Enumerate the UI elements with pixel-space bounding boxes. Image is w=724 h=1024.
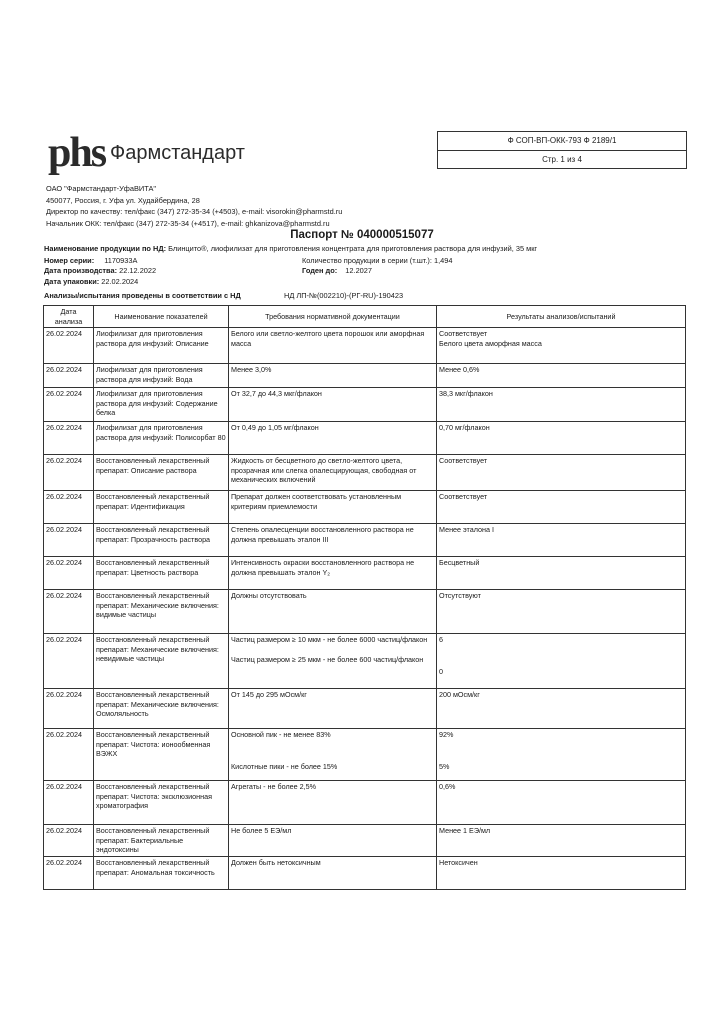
company-logo xyxy=(48,131,248,175)
production-date-line xyxy=(44,266,156,276)
cell-indicator: Лиофилизат для приготовления раствора для инфузий: Вода xyxy=(94,364,229,388)
cell-indicator: Восстановленный лекарственный препарат: Идентификация xyxy=(94,491,229,524)
form-code: Ф СОП-ВП-ОКК-793 Ф 2189/1 xyxy=(438,132,686,151)
page-counter: Стр. 1 из 4 xyxy=(542,155,582,164)
table-row xyxy=(44,524,686,557)
form-code-box xyxy=(437,131,687,169)
cell-requirement: От 0,49 до 1,05 мг/флакон xyxy=(229,422,437,455)
cell-indicator: Восстановленный лекарственный препарат: Цветность раствора xyxy=(94,557,229,590)
logo-name: Фармстандарт xyxy=(110,142,245,164)
cell-date: 26.02.2024 xyxy=(44,557,94,590)
passport-title: Паспорт № 040000515077 xyxy=(290,229,434,241)
cell-indicator: Восстановленный лекарственный препарат: Механические включения: видимые частицы xyxy=(94,590,229,634)
requirement-first: Частиц размером ≥ 10 мкм - не более 6000 частиц/флакон xyxy=(231,635,428,645)
cell-result: 200 мОсм/кг xyxy=(437,689,686,729)
table-row xyxy=(44,364,686,388)
cell-result: Нетоксичен xyxy=(437,857,686,890)
table-row xyxy=(44,455,686,491)
product-name-value: Блинцито®, лиофилизат для приготовления концентрата для приготовления раствора для инфузий, 35 мкг xyxy=(168,244,538,253)
table-row xyxy=(44,422,686,455)
cell-result xyxy=(437,634,686,689)
cell-result: Соответствует xyxy=(437,455,686,491)
cell-date: 26.02.2024 xyxy=(44,857,94,890)
table-row xyxy=(44,590,686,634)
cell-indicator: Восстановленный лекарственный препарат: Чистота: ионообменная ВЭЖХ xyxy=(94,729,229,781)
result-main: Соответствует xyxy=(439,329,488,339)
cell-result: Отсутствуют xyxy=(437,590,686,634)
analysis-table xyxy=(43,305,686,890)
result-first: 92% xyxy=(439,730,454,740)
cell-indicator: Восстановленный лекарственный препарат: Прозрачность раствора xyxy=(94,524,229,557)
okk-head-contact: Начальник ОКК: тел/факс (347) 272-35-34 (+4517), e-mail: ghkanizova@pharmstd.ru xyxy=(46,218,330,228)
production-date-label: Дата производства: xyxy=(44,266,118,275)
table-row xyxy=(44,388,686,422)
cell-indicator: Восстановленный лекарственный препарат: Бактериальные эндотоксины xyxy=(94,825,229,857)
cell-date: 26.02.2024 xyxy=(44,364,94,388)
cell-date: 26.02.2024 xyxy=(44,422,94,455)
cell-date: 26.02.2024 xyxy=(44,388,94,422)
cell-indicator: Лиофилизат для приготовления раствора для инфузий: Содержание белка xyxy=(94,388,229,422)
cell-date: 26.02.2024 xyxy=(44,455,94,491)
table-row xyxy=(44,491,686,524)
table-row xyxy=(44,689,686,729)
expiry-line xyxy=(302,266,372,276)
quantity-label: Количество продукции в серии (т.шт.): xyxy=(302,256,432,265)
cell-result: 0,6% xyxy=(437,781,686,825)
cell-indicator: Восстановленный лекарственный препарат: Механические включения: невидимые частицы xyxy=(94,634,229,689)
cell-requirement: Степень опалесценции восстановленного раствора не должна превышать эталон III xyxy=(229,524,437,557)
cell-date: 26.02.2024 xyxy=(44,590,94,634)
cell-indicator: Лиофилизат для приготовления раствора для инфузий: Описание xyxy=(94,328,229,364)
expiry-value: 12.2027 xyxy=(345,266,373,275)
header-date: Дата анализа xyxy=(44,306,94,328)
cell-requirement: Белого или светло-желтого цвета порошок или аморфная масса xyxy=(229,328,437,364)
table-row xyxy=(44,781,686,825)
cell-indicator: Восстановленный лекарственный препарат: Аномальная токсичность xyxy=(94,857,229,890)
cell-requirement: Менее 3,0% xyxy=(229,364,437,388)
table-row xyxy=(44,557,686,590)
company-name: ОАО "Фармстандарт-УфаВИТА" xyxy=(46,184,157,193)
quantity-line xyxy=(302,256,453,266)
director-contact: Директор по качеству: тел/факс (347) 272-35-34 (+4503), e-mail: visorokin@pharmstd.ru xyxy=(46,207,343,216)
series-value: 1170933A xyxy=(104,256,138,265)
production-date-value: 22.12.2022 xyxy=(119,266,157,275)
table-row xyxy=(44,825,686,857)
cell-indicator: Восстановленный лекарственный препарат: Описание раствора xyxy=(94,455,229,491)
table-header-row xyxy=(44,306,686,328)
pack-date-line xyxy=(44,277,138,287)
table-row xyxy=(44,857,686,890)
cell-date: 26.02.2024 xyxy=(44,781,94,825)
cell-requirement: От 32,7 до 44,3 мкг/флакон xyxy=(229,388,437,422)
header-requirements: Требования нормативной документации xyxy=(229,306,437,328)
product-name-label: Наименование продукции по НД: xyxy=(44,244,167,253)
expiry-label: Годен до: xyxy=(302,266,338,275)
header-results: Результаты анализов/испытаний xyxy=(437,306,686,328)
result-detail: Белого цвета аморфная масса xyxy=(439,338,542,348)
cell-requirement: Жидкость от бесцветного до светло-желтого цвета, прозрачная или слегка опалесцирующая, свободная от механических включений xyxy=(229,455,437,491)
series-label: Номер серии: xyxy=(44,256,95,265)
nd-value: НД ЛП-№(002210)-(РГ-RU)-190423 xyxy=(284,291,404,300)
logo-mark: phs xyxy=(48,130,106,176)
cell-date: 26.02.2024 xyxy=(44,689,94,729)
cell-date: 26.02.2024 xyxy=(44,825,94,857)
nd-label: Анализы/испытания проведены в соответствии с НД xyxy=(44,291,241,300)
cell-result: Менее эталона I xyxy=(437,524,686,557)
table-row xyxy=(44,729,686,781)
cell-date: 26.02.2024 xyxy=(44,328,94,364)
cell-result xyxy=(437,328,686,364)
cell-result: 38,3 мкг/флакон xyxy=(437,388,686,422)
cell-requirement: Препарат должен соответствовать установленным критериям приемлемости xyxy=(229,491,437,524)
pack-date-value: 22.02.2024 xyxy=(101,277,139,286)
cell-result: Бесцветный xyxy=(437,557,686,590)
requirement-first: Основной пик - не менее 83% xyxy=(231,730,331,740)
table-row xyxy=(44,634,686,689)
header-indicator: Наименование показателей xyxy=(94,306,229,328)
cell-requirement: Не более 5 ЕЭ/мл xyxy=(229,825,437,857)
cell-date: 26.02.2024 xyxy=(44,729,94,781)
quantity-value: 1,494 xyxy=(434,256,453,265)
result-second: 5% xyxy=(439,761,450,771)
cell-result: 0,70 мг/флакон xyxy=(437,422,686,455)
pack-date-label: Дата упаковки: xyxy=(44,277,100,286)
company-info xyxy=(46,183,342,229)
cell-requirement: Должен быть нетоксичным xyxy=(229,857,437,890)
cell-requirement xyxy=(229,634,437,689)
cell-indicator: Восстановленный лекарственный препарат: Механические включения: Осмоляльность xyxy=(94,689,229,729)
result-second: 0 xyxy=(439,666,443,676)
cell-indicator: Лиофилизат для приготовления раствора для инфузий: Полисорбат 80 xyxy=(94,422,229,455)
cell-requirement xyxy=(229,729,437,781)
cell-requirement: Должны отсутствовать xyxy=(229,590,437,634)
cell-requirement: Интенсивность окраски восстановленного раствора не должна превышать эталон Y₂ xyxy=(229,557,437,590)
company-address: 450077, Россия, г. Уфа ул. Худайбердина, 28 xyxy=(46,195,200,205)
requirement-second: Частиц размером ≥ 25 мкм - не более 600 частиц/флакон xyxy=(231,654,424,664)
requirement-second: Кислотные пики - не более 15% xyxy=(231,761,338,771)
cell-date: 26.02.2024 xyxy=(44,524,94,557)
table-row xyxy=(44,328,686,364)
series-line xyxy=(44,256,137,266)
cell-requirement: Агрегаты - не более 2,5% xyxy=(229,781,437,825)
cell-date: 26.02.2024 xyxy=(44,634,94,689)
cell-indicator: Восстановленный лекарственный препарат: Чистота: эксклюзионная хроматография xyxy=(94,781,229,825)
cell-date: 26.02.2024 xyxy=(44,491,94,524)
cell-requirement: От 145 до 295 мОсм/кг xyxy=(229,689,437,729)
product-name-line xyxy=(44,244,537,254)
cell-result: Менее 0,6% xyxy=(437,364,686,388)
cell-result: Соответствует xyxy=(437,491,686,524)
cell-result xyxy=(437,729,686,781)
cell-result: Менее 1 ЕЭ/мл xyxy=(437,825,686,857)
result-first: 6 xyxy=(439,635,443,645)
